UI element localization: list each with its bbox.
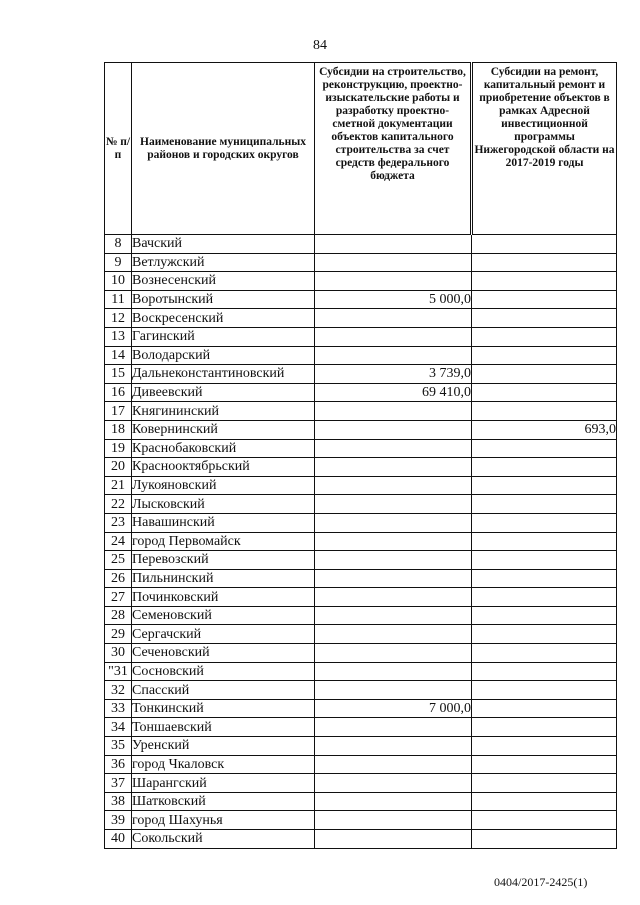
subsidy-construction-value: 7 000,0 — [315, 699, 472, 718]
row-number: 34 — [105, 718, 132, 737]
subsidy-repair-value — [472, 606, 617, 625]
row-number: 40 — [105, 830, 132, 849]
district-name: Шарангский — [132, 774, 315, 793]
row-number: 15 — [105, 365, 132, 384]
subsidy-construction-value — [315, 718, 472, 737]
row-number: 11 — [105, 290, 132, 309]
district-name: Лукояновский — [132, 476, 315, 495]
subsidy-construction-value: 3 739,0 — [315, 365, 472, 384]
subsidy-construction-value — [315, 588, 472, 607]
table-row — [105, 569, 617, 588]
table-row — [105, 718, 617, 737]
row-number: 37 — [105, 774, 132, 793]
district-name: Спасский — [132, 681, 315, 700]
table-row — [105, 625, 617, 644]
subsidy-construction-value — [315, 402, 472, 421]
table-body — [105, 235, 617, 849]
table-row — [105, 830, 617, 849]
table-row — [105, 495, 617, 514]
table-row — [105, 420, 617, 439]
table-row — [105, 606, 617, 625]
row-number: 23 — [105, 513, 132, 532]
subsidy-repair-value — [472, 625, 617, 644]
district-name: Краснобаковский — [132, 439, 315, 458]
row-number: 33 — [105, 699, 132, 718]
district-name: Сокольский — [132, 830, 315, 849]
subsidy-repair-value — [472, 327, 617, 346]
table-row — [105, 588, 617, 607]
row-number: 26 — [105, 569, 132, 588]
subsidy-repair-value — [472, 235, 617, 254]
district-name: город Первомайск — [132, 532, 315, 551]
subsidy-repair-value — [472, 272, 617, 291]
subsidy-repair-value — [472, 253, 617, 272]
row-number: "31 — [105, 662, 132, 681]
subsidy-construction-value — [315, 644, 472, 663]
table-row — [105, 551, 617, 570]
subsidy-construction-value — [315, 253, 472, 272]
district-name: город Шахунья — [132, 811, 315, 830]
row-number: 16 — [105, 383, 132, 402]
row-number: 39 — [105, 811, 132, 830]
subsidy-repair-value — [472, 830, 617, 849]
subsidy-construction-value — [315, 625, 472, 644]
subsidy-repair-value — [472, 811, 617, 830]
table-row — [105, 383, 617, 402]
subsidy-construction-value — [315, 737, 472, 756]
table-row — [105, 662, 617, 681]
district-name: Дивеевский — [132, 383, 315, 402]
subsidy-construction-value — [315, 495, 472, 514]
row-number: 30 — [105, 644, 132, 663]
subsidy-repair-value — [472, 402, 617, 421]
row-number: 36 — [105, 755, 132, 774]
subsidy-construction-value — [315, 792, 472, 811]
row-number: 35 — [105, 737, 132, 756]
table-row — [105, 532, 617, 551]
district-name: Володарский — [132, 346, 315, 365]
row-number: 12 — [105, 309, 132, 328]
row-number: 13 — [105, 327, 132, 346]
table-row — [105, 458, 617, 477]
subsidy-repair-value — [472, 551, 617, 570]
subsidy-construction-value — [315, 346, 472, 365]
district-name: Сосновский — [132, 662, 315, 681]
district-name: Тоншаевский — [132, 718, 315, 737]
table-row — [105, 699, 617, 718]
district-name: Ковернинский — [132, 420, 315, 439]
district-name: Починковский — [132, 588, 315, 607]
subsidy-construction-value — [315, 439, 472, 458]
subsidy-construction-value — [315, 458, 472, 477]
subsidy-repair-value — [472, 439, 617, 458]
table-row — [105, 327, 617, 346]
row-number: 24 — [105, 532, 132, 551]
subsidy-repair-value — [472, 774, 617, 793]
row-number: 38 — [105, 792, 132, 811]
header-subsidy-construction: Субсидии на строительство, реконструкцию, проектно-изыскательские работы и разработку проектно-сметной документации объектов капитального строительства за счет средств федерального бюджета — [315, 63, 472, 235]
district-name: Вачский — [132, 235, 315, 254]
subsidy-construction-value — [315, 551, 472, 570]
subsidy-construction-value — [315, 476, 472, 495]
table-row — [105, 792, 617, 811]
subsidy-repair-value — [472, 365, 617, 384]
table-row — [105, 439, 617, 458]
subsidy-construction-value — [315, 830, 472, 849]
row-number: 9 — [105, 253, 132, 272]
subsidy-construction-value: 69 410,0 — [315, 383, 472, 402]
subsidy-repair-value — [472, 383, 617, 402]
subsidy-construction-value — [315, 235, 472, 254]
row-number: 22 — [105, 495, 132, 514]
subsidy-construction-value — [315, 606, 472, 625]
table-row — [105, 774, 617, 793]
district-name: Воскресенский — [132, 309, 315, 328]
district-name: Сергачский — [132, 625, 315, 644]
subsidy-repair-value — [472, 681, 617, 700]
subsidy-construction-value — [315, 309, 472, 328]
table-row — [105, 235, 617, 254]
subsidy-repair-value — [472, 346, 617, 365]
table-row — [105, 513, 617, 532]
district-name: Тонкинский — [132, 699, 315, 718]
row-number: 29 — [105, 625, 132, 644]
district-name: Сеченовский — [132, 644, 315, 663]
page-number: 84 — [313, 38, 327, 53]
subsidy-repair-value — [472, 476, 617, 495]
subsidy-construction-value — [315, 681, 472, 700]
row-number: 19 — [105, 439, 132, 458]
row-number: 32 — [105, 681, 132, 700]
subsidy-construction-value — [315, 327, 472, 346]
table-row — [105, 644, 617, 663]
table-row — [105, 290, 617, 309]
header-num: № п/п — [105, 63, 132, 235]
subsidy-repair-value — [472, 588, 617, 607]
table-row — [105, 737, 617, 756]
subsidy-construction-value — [315, 272, 472, 291]
table-header-row — [105, 63, 617, 235]
subsidy-construction-value — [315, 420, 472, 439]
table-row — [105, 346, 617, 365]
table-row — [105, 681, 617, 700]
subsidy-construction-value — [315, 774, 472, 793]
district-name: Дальнеконстантиновский — [132, 365, 315, 384]
subsidy-construction-value — [315, 755, 472, 774]
table-row — [105, 272, 617, 291]
row-number: 14 — [105, 346, 132, 365]
district-name: Семеновский — [132, 606, 315, 625]
subsidy-repair-value: 693,0 — [472, 420, 617, 439]
district-name: Уренский — [132, 737, 315, 756]
district-name: Гагинский — [132, 327, 315, 346]
table-row — [105, 811, 617, 830]
district-name: Вознесенский — [132, 272, 315, 291]
row-number: 18 — [105, 420, 132, 439]
row-number: 25 — [105, 551, 132, 570]
subsidy-repair-value — [472, 495, 617, 514]
row-number: 27 — [105, 588, 132, 607]
subsidy-repair-value — [472, 718, 617, 737]
district-name: Шатковский — [132, 792, 315, 811]
header-subsidy-repair: Субсидии на ремонт, капитальный ремонт и приобретение объектов в рамках Адресной инвестиционной программы Нижегородской области на 2017-2019 годы — [472, 63, 617, 235]
subsidy-repair-value — [472, 458, 617, 477]
subsidy-construction-value: 5 000,0 — [315, 290, 472, 309]
table-row — [105, 365, 617, 384]
district-name: Перевозский — [132, 551, 315, 570]
subsidy-repair-value — [472, 309, 617, 328]
subsidy-construction-value — [315, 513, 472, 532]
row-number: 21 — [105, 476, 132, 495]
subsidy-table — [104, 62, 617, 849]
header-name: Наименование муниципальных районов и городских округов — [132, 63, 315, 235]
row-number: 17 — [105, 402, 132, 421]
subsidy-repair-value — [472, 792, 617, 811]
row-number: 10 — [105, 272, 132, 291]
district-name: Пильнинский — [132, 569, 315, 588]
document-code: 0404/2017-2425(1) — [494, 875, 588, 889]
subsidy-construction-value — [315, 811, 472, 830]
district-name: Лысковский — [132, 495, 315, 514]
subsidy-repair-value — [472, 662, 617, 681]
table-row — [105, 476, 617, 495]
district-name: Воротынский — [132, 290, 315, 309]
row-number: 20 — [105, 458, 132, 477]
table-row — [105, 253, 617, 272]
subsidy-repair-value — [472, 513, 617, 532]
subsidy-repair-value — [472, 737, 617, 756]
subsidy-repair-value — [472, 290, 617, 309]
subsidy-repair-value — [472, 699, 617, 718]
subsidy-construction-value — [315, 532, 472, 551]
subsidy-repair-value — [472, 755, 617, 774]
subsidy-construction-value — [315, 662, 472, 681]
district-name: Княгининский — [132, 402, 315, 421]
subsidy-construction-value — [315, 569, 472, 588]
district-name: город Чкаловск — [132, 755, 315, 774]
district-name: Навашинский — [132, 513, 315, 532]
subsidy-repair-value — [472, 644, 617, 663]
district-name: Краснооктябрьский — [132, 458, 315, 477]
row-number: 28 — [105, 606, 132, 625]
table-row — [105, 309, 617, 328]
table-row — [105, 402, 617, 421]
subsidy-repair-value — [472, 532, 617, 551]
row-number: 8 — [105, 235, 132, 254]
table-row — [105, 755, 617, 774]
district-name: Ветлужский — [132, 253, 315, 272]
subsidy-repair-value — [472, 569, 617, 588]
